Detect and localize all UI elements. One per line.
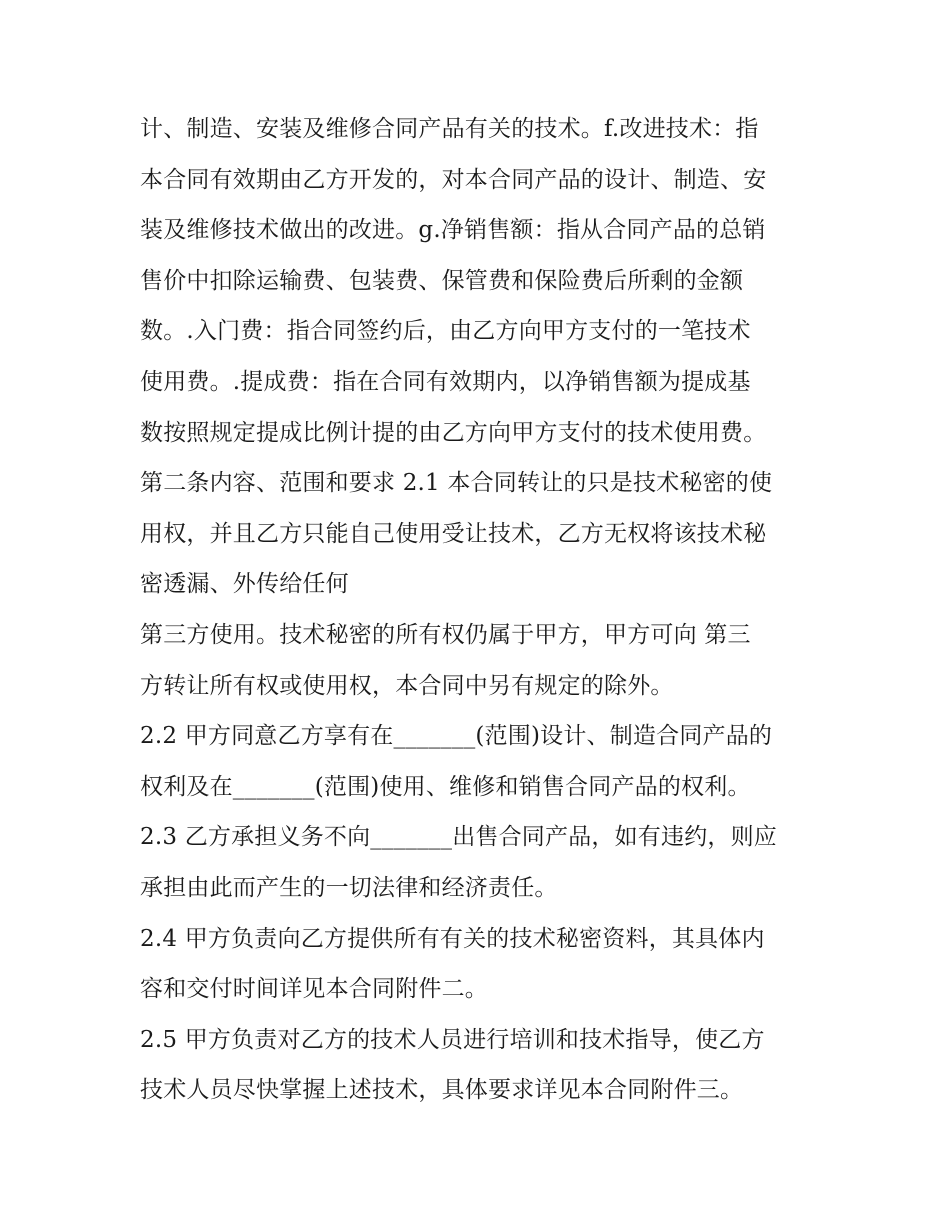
text-line: 售价中扣除运输费、包装费、保管费和保险费后所剩的金额 bbox=[140, 267, 744, 294]
text-line: 权利及在_______(范围)使用、维修和销售合同产品的权利。 bbox=[140, 773, 751, 800]
text-line: 使用费。.提成费：指在合同有效期内，以净销售额为提成基 bbox=[140, 368, 751, 395]
text-line: 技术人员尽快掌握上述技术，具体要求详见本合同附件三。 bbox=[140, 1077, 744, 1104]
text-line: 容和交付时间详见本合同附件二。 bbox=[140, 976, 488, 1003]
text-line: 密透漏、外传给任何 bbox=[140, 571, 349, 598]
text-line: 第三方使用。技术秘密的所有权仍属于甲方，甲方可向 第三 bbox=[140, 621, 751, 648]
text-line: 承担由此而产生的一切法律和经济责任。 bbox=[140, 874, 558, 901]
text-line: 数按照规定提成比例计提的由乙方向甲方支付的技术使用费。 bbox=[140, 419, 767, 446]
text-line: 本合同有效期由乙方开发的，对本合同产品的设计、制造、安 bbox=[140, 166, 767, 193]
text-line: 用权，并且乙方只能自己使用受让技术，乙方无权将该技术秘 bbox=[140, 520, 767, 547]
text-line: 2.3 乙方承担义务不向_______出售合同产品，如有违约，则应 bbox=[140, 824, 777, 851]
text-line: 计、制造、安装及维修合同产品有关的技术。f.改进技术：指 bbox=[140, 116, 759, 142]
text-line: 2.2 甲方同意乙方享有在_______(范围)设计、制造合同产品的 bbox=[140, 723, 773, 750]
text-line: 装及维修技术做出的改进。g.净销售额：指从合同产品的总销 bbox=[140, 217, 766, 244]
contract-text-body bbox=[140, 104, 820, 1116]
text-line: 2.4 甲方负责向乙方提供所有有关的技术秘密资料，其具体内 bbox=[140, 925, 765, 952]
text-line: 方转让所有权或使用权，本合同中另有规定的除外。 bbox=[140, 672, 674, 699]
text-line: 2.5 甲方负责对乙方的技术人员进行培训和技术指导，使乙方 bbox=[140, 1026, 765, 1053]
text-line: 数。.入门费：指合同签约后，由乙方向甲方支付的一笔技术 bbox=[140, 318, 751, 345]
text-line: 第二条内容、范围和要求 2.1 本合同转让的只是技术秘密的使 bbox=[140, 470, 773, 497]
